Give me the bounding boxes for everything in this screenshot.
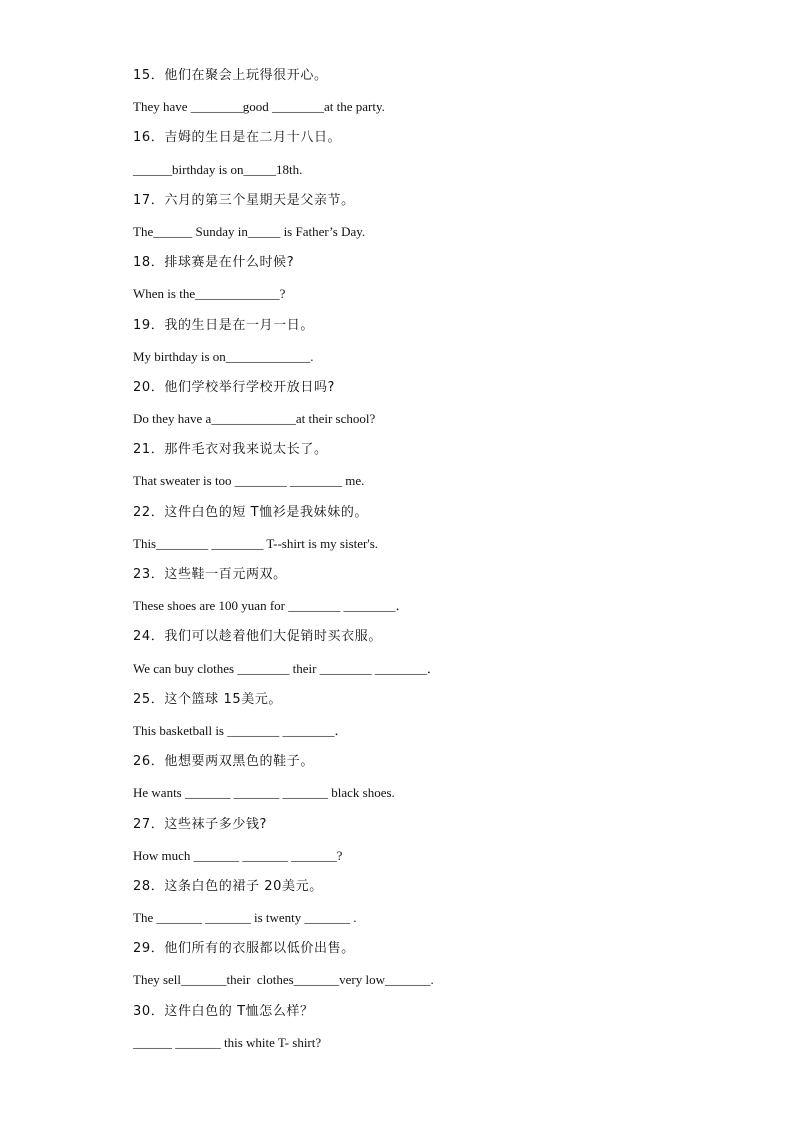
english-fill-blank: The______ Sunday in_____ is Father’s Day. [133, 223, 366, 239]
question-item [133, 63, 693, 125]
english-fill-blank: Do they have a_____________at their school? [133, 411, 376, 427]
question-item [133, 500, 693, 562]
question-item [133, 250, 693, 312]
english-fill-blank: How much _______ _______ _______? [133, 847, 343, 863]
chinese-prompt: 30．这件白色的 T恤怎么样？ [133, 1003, 314, 1019]
chinese-prompt: 29．他们所有的衣服都以低价出售。 [133, 941, 355, 957]
english-fill-blank: My birthday is on_____________. [133, 348, 314, 364]
chinese-prompt: 25．这个篮球 15美元。 [133, 691, 283, 707]
chinese-prompt: 20．他们学校举行学校开放日吗? [133, 379, 336, 395]
question-item [133, 749, 693, 811]
question-item [133, 812, 693, 874]
chinese-prompt: 24．我们可以趁着他们大促销时买衣服。 [133, 629, 382, 645]
chinese-prompt: 18．排球赛是在什么时候? [133, 255, 295, 271]
question-item [133, 125, 693, 187]
chinese-prompt: 15．他们在聚会上玩得很开心。 [133, 68, 328, 83]
english-fill-blank: When is the_____________? [133, 286, 286, 302]
question-item [133, 375, 693, 437]
chinese-prompt: 21．那件毛衣对我来说太长了。 [133, 442, 328, 458]
chinese-prompt: 17．六月的第三个星期天是父亲节。 [133, 192, 355, 208]
english-fill-blank: The _______ _______ is twenty _______ . [133, 910, 357, 926]
question-item [133, 874, 693, 936]
question-item [133, 687, 693, 749]
english-fill-blank: That sweater is too ________ ________ me. [133, 473, 365, 489]
english-fill-blank: ______birthday is on_____18th. [133, 161, 303, 177]
english-fill-blank: This basketball is ________ ________． [133, 722, 348, 738]
chinese-prompt: 27．这些袜子多少钱? [133, 816, 268, 832]
question-item [133, 437, 693, 499]
english-fill-blank: We can buy clothes ________ their ________ ________． [133, 660, 440, 676]
question-item [133, 188, 693, 250]
english-fill-blank: ______ _______ this white T- shirt? [133, 1034, 322, 1050]
question-list [133, 63, 693, 1061]
english-fill-blank: These shoes are 100 yuan for ________ ________． [133, 598, 409, 614]
question-item [133, 313, 693, 375]
question-item [133, 624, 693, 686]
english-fill-blank: They sell_______their clothes_______very low_______. [133, 972, 434, 988]
chinese-prompt: 19．我的生日是在一月一日。 [133, 317, 314, 333]
english-fill-blank: They have ________good ________at the party. [133, 99, 385, 115]
chinese-prompt: 16．吉姆的生日是在二月十八日。 [133, 130, 342, 146]
chinese-prompt: 22．这件白色的短 T恤衫是我妹妹的。 [133, 504, 369, 520]
chinese-prompt: 26．他想要两双黑色的鞋子。 [133, 754, 314, 770]
question-item [133, 936, 693, 998]
question-item [133, 562, 693, 624]
chinese-prompt: 23．这些鞋一百元两双。 [133, 567, 287, 582]
english-fill-blank: He wants _______ _______ _______ black shoes. [133, 785, 395, 801]
question-item [133, 999, 693, 1061]
chinese-prompt: 28．这条白色的裙子 20美元。 [133, 878, 323, 894]
english-fill-blank: This________ ________ T--shirt is my sister's. [133, 535, 379, 551]
